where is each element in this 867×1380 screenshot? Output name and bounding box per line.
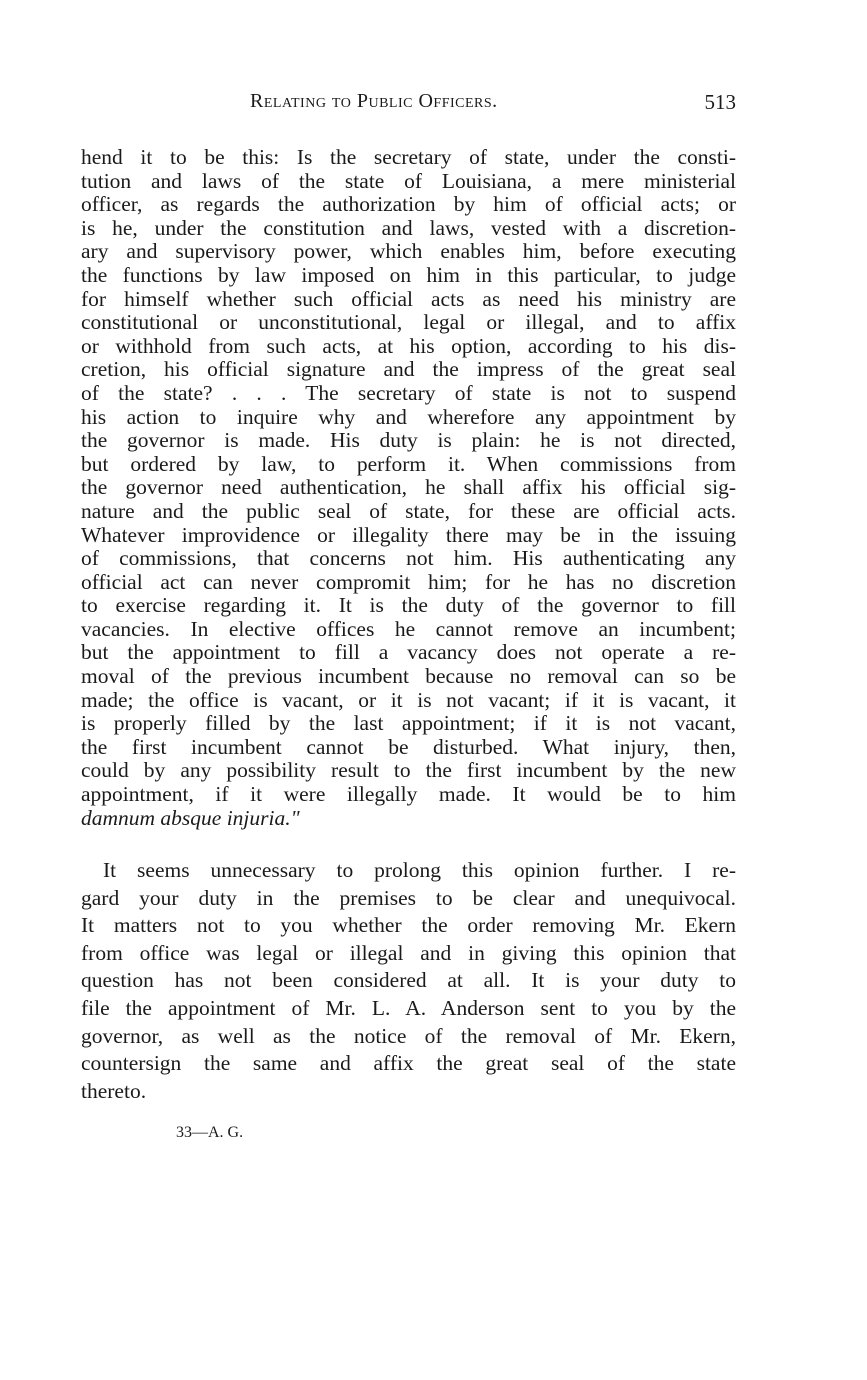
body-line: question has not been considered at all. It is your duty to — [81, 968, 736, 993]
quote-line: moval of the previous incumbent because no removal can so be — [81, 664, 736, 689]
running-head — [80, 90, 736, 120]
body-line: It matters not to you whether the order removing Mr. Ekern — [81, 913, 736, 938]
quote-line: the governor is made. His duty is plain: he is not directed, — [81, 428, 736, 453]
opinion-conclusion-paragraph — [81, 857, 736, 1105]
quote-line: could by any possibility result to the first incumbent by the new — [81, 758, 736, 783]
quote-line: to exercise regarding it. It is the duty of the governor to fill — [81, 593, 736, 618]
quote-line: is properly filled by the last appointment; if it is not vacant, — [81, 711, 736, 736]
quote-line: Whatever improvidence or illegality there may be in the issuing — [81, 522, 736, 547]
quote-line: cretion, his official signature and the impress of the great seal — [81, 357, 736, 382]
body-line: from office was legal or illegal and in giving this opinion that — [81, 940, 736, 965]
quote-line: his action to inquire why and wherefore any appointment by — [81, 404, 736, 429]
body-line: thereto. — [81, 1078, 147, 1103]
quote-line: of commissions, that concerns not him. His authenticating any — [81, 546, 736, 571]
quote-line: of the state? . . . The secretary of state is not to suspend — [81, 380, 736, 405]
signature-mark: 33—A. G. — [176, 1124, 244, 1141]
body-line: governor, as well as the notice of the removal of Mr. Ekern, — [81, 1023, 736, 1048]
quote-line: the first incumbent cannot be disturbed. What injury, then, — [81, 734, 736, 759]
quoted-passage — [81, 146, 736, 830]
quote-line: but the appointment to fill a vacancy does not operate a re- — [81, 640, 736, 665]
quote-line: or withhold from such acts, at his option, according to his dis- — [81, 333, 736, 358]
quote-line: for himself whether such official acts as need his ministry are — [81, 286, 736, 311]
quote-line: hend it to be this: Is the secretary of state, under the consti- — [81, 145, 736, 169]
quote-line: official act can never compromit him; for he has no discretion — [81, 569, 736, 594]
quote-line: ary and supervisory power, which enables him, before executing — [81, 239, 736, 264]
running-title: Relating to Public Officers. — [250, 90, 498, 112]
body-line: It seems unnecessary to prolong this opinion further. I re- — [103, 858, 736, 882]
quote-line: appointment, if it were illegally made. It would be to him — [81, 782, 736, 807]
body-line: gard your duty in the premises to be clear and unequivocal. — [81, 885, 736, 910]
quote-line: the functions by law imposed on him in this particular, to judge — [81, 262, 736, 287]
quote-line: nature and the public seal of state, for these are official acts. — [81, 498, 736, 523]
quote-line: made; the office is vacant, or it is not vacant; if it is vacant, it — [81, 687, 736, 712]
quote-line: officer, as regards the authorization by him of official acts; or — [81, 192, 736, 217]
quote-line: constitutional or unconstitutional, legal or illegal, and to affix — [81, 310, 736, 335]
quote-line: vacancies. In elective offices he cannot remove an incumbent; — [81, 616, 736, 641]
page-number: 513 — [704, 90, 736, 114]
quote-closing-phrase: damnum absque injuria." — [81, 805, 300, 830]
quote-line: is he, under the constitution and laws, vested with a discretion- — [81, 215, 736, 240]
quote-line: tution and laws of the state of Louisiana, a mere ministerial — [81, 168, 736, 193]
body-line: countersign the same and affix the great seal of the state — [81, 1051, 736, 1076]
body-line: file the appointment of Mr. L. A. Anderson sent to you by the — [81, 995, 736, 1020]
quote-line: but ordered by law, to perform it. When commissions from — [81, 451, 736, 476]
quote-line: the governor need authentication, he shall affix his official sig- — [81, 475, 736, 500]
